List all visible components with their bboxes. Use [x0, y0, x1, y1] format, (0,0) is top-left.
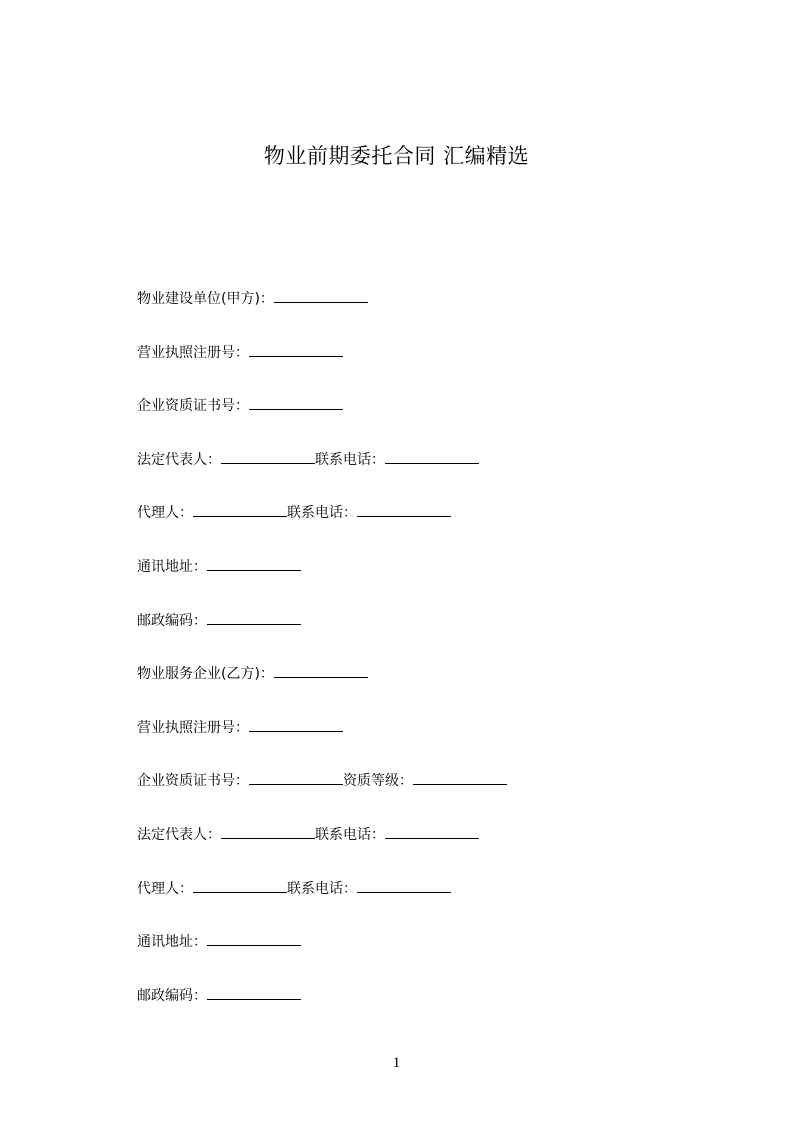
party-b-postcode-label: 邮政编码： — [137, 987, 207, 1004]
party-b-agent-phone-label: 联系电话： — [287, 880, 357, 897]
party-b-license-blank[interactable] — [249, 717, 343, 732]
party-a-cert-blank[interactable] — [249, 395, 343, 410]
party-b-grade-label: 资质等级： — [343, 773, 413, 790]
party-b-cert-row — [137, 770, 737, 824]
party-b-license-label: 营业执照注册号： — [137, 719, 249, 736]
party-a-legal-rep-phone-label: 联系电话： — [315, 451, 385, 468]
party-b-cert-blank[interactable] — [249, 770, 343, 785]
party-b-address-label: 通讯地址： — [137, 934, 207, 951]
party-a-license-row — [137, 342, 737, 396]
party-b-address-row — [137, 931, 737, 985]
party-b-address-blank[interactable] — [207, 931, 301, 946]
party-a-address-blank[interactable] — [207, 556, 301, 571]
party-a-org-blank[interactable] — [274, 288, 368, 303]
party-b-org-label: 物业服务企业(乙方)： — [137, 666, 274, 683]
party-b-legal-rep-blank[interactable] — [221, 824, 315, 839]
party-a-cert-row — [137, 395, 737, 449]
party-a-agent-blank[interactable] — [193, 502, 287, 517]
party-a-postcode-blank[interactable] — [207, 610, 301, 625]
party-b-org-row — [137, 663, 737, 717]
party-a-legal-rep-blank[interactable] — [221, 449, 315, 464]
party-b-org-blank[interactable] — [274, 663, 368, 678]
party-a-agent-row — [137, 502, 737, 556]
party-b-license-row — [137, 717, 737, 771]
party-a-org-label: 物业建设单位(甲方)： — [137, 291, 274, 307]
party-b-agent-phone-blank[interactable] — [357, 878, 451, 893]
party-a-postcode-row — [137, 610, 737, 664]
party-a-address-row — [137, 556, 737, 610]
party-a-legal-rep-label: 法定代表人： — [137, 451, 221, 468]
document-title: 物业前期委托合同 汇编精选 — [263, 144, 530, 168]
party-b-legal-rep-label: 法定代表人： — [137, 826, 221, 843]
party-a-agent-label: 代理人： — [137, 505, 193, 522]
party-b-grade-blank[interactable] — [413, 770, 507, 785]
contract-form — [137, 288, 737, 1038]
party-a-agent-phone-blank[interactable] — [357, 502, 451, 517]
party-b-postcode-row — [137, 985, 737, 1039]
party-b-agent-label: 代理人： — [137, 880, 193, 897]
party-a-license-label: 营业执照注册号： — [137, 344, 249, 361]
party-a-license-blank[interactable] — [249, 342, 343, 357]
party-a-agent-phone-label: 联系电话： — [287, 505, 357, 522]
party-a-org-row — [137, 288, 737, 342]
party-b-agent-blank[interactable] — [193, 878, 287, 893]
party-a-address-label: 通讯地址： — [137, 558, 207, 575]
page-number: 1 — [392, 1055, 401, 1071]
party-b-legal-rep-phone-blank[interactable] — [385, 824, 479, 839]
party-a-legal-rep-row — [137, 449, 737, 503]
party-b-legal-rep-row — [137, 824, 737, 878]
party-b-cert-label: 企业资质证书号： — [137, 773, 249, 790]
party-b-postcode-blank[interactable] — [207, 985, 301, 1000]
party-a-postcode-label: 邮政编码： — [137, 612, 207, 629]
party-a-legal-rep-phone-blank[interactable] — [385, 449, 479, 464]
party-b-agent-row — [137, 878, 737, 932]
party-b-legal-rep-phone-label: 联系电话： — [315, 826, 385, 843]
party-a-cert-label: 企业资质证书号： — [137, 398, 249, 415]
